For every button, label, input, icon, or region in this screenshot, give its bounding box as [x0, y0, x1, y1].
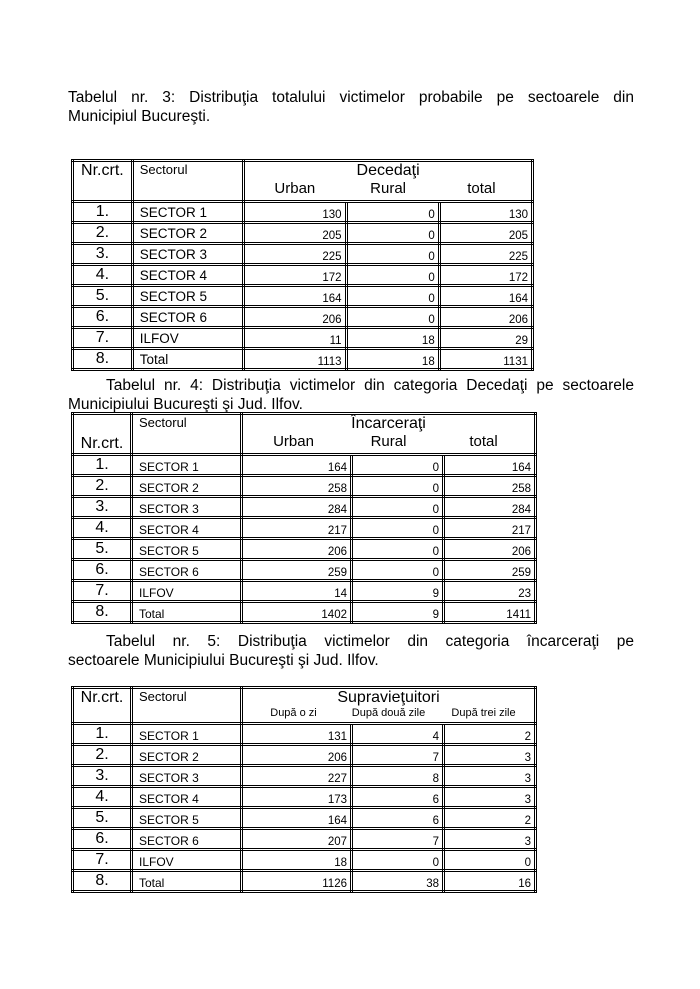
sector-name: SECTOR 1: [132, 455, 242, 476]
table-row: [73, 850, 536, 871]
column-label: După trei zile: [451, 707, 516, 719]
cell-value: 0: [352, 497, 444, 518]
cell-value: 173: [242, 787, 352, 808]
table-row: [73, 724, 536, 745]
row-number: 3.: [73, 244, 133, 265]
cell-value: 18: [242, 850, 352, 871]
header-nr-crt: Nr.crt.: [73, 414, 132, 455]
table-row: [73, 265, 533, 286]
table-incarcerati: [71, 412, 537, 624]
column-labels: [246, 433, 531, 450]
cell-value: 0: [352, 850, 444, 871]
cell-value: 164: [242, 808, 352, 829]
cell-value: 9: [352, 581, 444, 602]
caption-table-3: [68, 88, 634, 126]
header-nr-crt: Nr.crt.: [73, 688, 132, 724]
row-number: 8.: [73, 602, 132, 623]
cell-value: 172: [244, 265, 346, 286]
cell-value: 131: [242, 724, 352, 745]
column-label: total: [469, 433, 498, 450]
cell-value: 205: [439, 223, 532, 244]
cell-value: 206: [444, 539, 536, 560]
table-row: [73, 581, 536, 602]
sector-name: SECTOR 1: [132, 724, 242, 745]
cell-value: 7: [352, 745, 444, 766]
table-row: [73, 787, 536, 808]
cell-value: 29: [439, 328, 532, 349]
cell-value: 258: [444, 476, 536, 497]
row-number: 4.: [73, 518, 132, 539]
caption-table-4: [68, 376, 634, 414]
cell-value: 0: [346, 244, 439, 265]
table-row: [73, 307, 533, 328]
table-body: [73, 724, 536, 892]
sector-name: SECTOR 2: [132, 745, 242, 766]
caption-line: Tabelul nr. 5: Distribuţia victimelor din categoria încarceraţi pe: [106, 633, 634, 650]
cell-value: 217: [242, 518, 352, 539]
cell-value: 164: [444, 455, 536, 476]
cell-value: 207: [242, 829, 352, 850]
header-nr-crt: Nr.crt.: [73, 161, 133, 202]
cell-value: 1113: [244, 349, 346, 370]
row-number: 1.: [73, 724, 132, 745]
table-row: [73, 539, 536, 560]
sector-name: Total: [132, 602, 242, 623]
table-row: [73, 602, 536, 623]
column-label: Urban: [274, 180, 316, 197]
cell-value: 6: [352, 787, 444, 808]
table-row: [73, 244, 533, 265]
cell-value: 205: [244, 223, 346, 244]
cell-value: 3: [444, 745, 536, 766]
sector-name: SECTOR 1: [132, 202, 243, 223]
table-row: [73, 871, 536, 892]
cell-value: 206: [244, 307, 346, 328]
cell-value: 16: [444, 871, 536, 892]
sector-name: ILFOV: [132, 581, 242, 602]
column-label: Rural: [370, 433, 407, 450]
table-row: [73, 829, 536, 850]
cell-value: 6: [352, 808, 444, 829]
cell-value: 206: [439, 307, 532, 328]
table-row: [73, 518, 536, 539]
cell-value: 0: [352, 539, 444, 560]
cell-value: 1411: [444, 602, 536, 623]
cell-value: 4: [352, 724, 444, 745]
sector-name: SECTOR 4: [132, 787, 242, 808]
header-sectorul: Sectorul: [132, 688, 242, 724]
cell-value: 0: [346, 202, 439, 223]
table-row: [73, 560, 536, 581]
row-number: 6.: [73, 560, 132, 581]
cell-value: 1131: [439, 349, 532, 370]
cell-value: 258: [242, 476, 352, 497]
cell-value: 9: [352, 602, 444, 623]
sector-name: SECTOR 3: [132, 497, 242, 518]
cell-value: 164: [244, 286, 346, 307]
table-row: [73, 328, 533, 349]
table-row: [73, 766, 536, 787]
sector-name: SECTOR 4: [132, 518, 242, 539]
row-number: 2.: [73, 476, 132, 497]
sector-name: Total: [132, 871, 242, 892]
table-supravietuitori: [71, 686, 537, 893]
table-row: [73, 745, 536, 766]
column-label: Urban: [273, 433, 314, 450]
sector-name: SECTOR 2: [132, 223, 243, 244]
cell-value: 130: [244, 202, 346, 223]
row-number: 4.: [73, 265, 133, 286]
header-sectorul: Sectorul: [132, 414, 242, 455]
table-row: [73, 223, 533, 244]
cell-value: 164: [242, 455, 352, 476]
cell-value: 259: [242, 560, 352, 581]
row-number: 1.: [73, 455, 132, 476]
cell-value: 206: [242, 745, 352, 766]
sector-name: SECTOR 3: [132, 766, 242, 787]
sector-name: SECTOR 2: [132, 476, 242, 497]
sector-name: Total: [132, 349, 243, 370]
cell-value: 0: [346, 286, 439, 307]
row-number: 5.: [73, 808, 132, 829]
cell-value: 0: [346, 223, 439, 244]
cell-value: 2: [444, 724, 536, 745]
cell-value: 1402: [242, 602, 352, 623]
cell-value: 1126: [242, 871, 352, 892]
cell-value: 0: [352, 455, 444, 476]
cell-value: 206: [242, 539, 352, 560]
cell-value: 14: [242, 581, 352, 602]
cell-value: 11: [244, 328, 346, 349]
cell-value: 3: [444, 787, 536, 808]
caption-line: Tabelul nr. 4: Distribuţia victimelor din categoria Decedaţi pe sectoarele: [106, 377, 634, 394]
cell-value: 23: [444, 581, 536, 602]
table-row: [73, 476, 536, 497]
row-number: 6.: [73, 829, 132, 850]
table-decedati: [71, 159, 534, 371]
sector-name: ILFOV: [132, 328, 243, 349]
row-number: 7.: [73, 581, 132, 602]
sector-name: SECTOR 5: [132, 808, 242, 829]
cell-value: 284: [444, 497, 536, 518]
column-labels: [248, 180, 528, 197]
cell-value: 227: [242, 766, 352, 787]
caption-line: Municipiului Bucureşti şi Jud. Ilfov.: [68, 396, 303, 413]
cell-value: 225: [439, 244, 532, 265]
row-number: 3.: [73, 766, 132, 787]
caption-line: Municipiul Bucureşti.: [68, 108, 211, 125]
column-label: total: [467, 180, 496, 197]
table-row: [73, 286, 533, 307]
table-row: [73, 455, 536, 476]
column-labels: [246, 707, 531, 720]
table-body: [73, 455, 536, 623]
group-title: Încarceraţi: [351, 415, 426, 432]
row-number: 5.: [73, 539, 132, 560]
row-number: 8.: [73, 871, 132, 892]
cell-value: 259: [444, 560, 536, 581]
row-number: 3.: [73, 497, 132, 518]
row-number: 2.: [73, 223, 133, 244]
sector-name: SECTOR 3: [132, 244, 243, 265]
sector-name: SECTOR 6: [132, 307, 243, 328]
cell-value: 225: [244, 244, 346, 265]
row-number: 4.: [73, 787, 132, 808]
column-label: Rural: [370, 180, 407, 197]
group-title: Decedaţi: [356, 162, 420, 179]
caption-line: sectoarele Municipiului Bucureşti şi Jud. Ilfov.: [68, 652, 379, 669]
row-number: 2.: [73, 745, 132, 766]
cell-value: 130: [439, 202, 532, 223]
cell-value: 0: [352, 518, 444, 539]
cell-value: 2: [444, 808, 536, 829]
table-row: [73, 497, 536, 518]
header-sectorul: Sectorul: [132, 161, 243, 202]
table-row: [73, 202, 533, 223]
sector-name: SECTOR 6: [132, 560, 242, 581]
table-body: [73, 202, 533, 370]
row-number: 8.: [73, 349, 133, 370]
header-group: [244, 161, 533, 202]
caption-line: Tabelul nr. 3: Distribuţia totalului victimelor probabile pe sectoarele din: [68, 89, 634, 106]
row-number: 7.: [73, 850, 132, 871]
sector-name: SECTOR 5: [132, 539, 242, 560]
cell-value: 3: [444, 829, 536, 850]
cell-value: 18: [346, 328, 439, 349]
row-number: 7.: [73, 328, 133, 349]
cell-value: 0: [352, 560, 444, 581]
table-row: [73, 808, 536, 829]
sector-name: SECTOR 5: [132, 286, 243, 307]
cell-value: 7: [352, 829, 444, 850]
row-number: 1.: [73, 202, 133, 223]
cell-value: 8: [352, 766, 444, 787]
cell-value: 0: [346, 307, 439, 328]
header-group: [242, 414, 536, 455]
cell-value: 0: [346, 265, 439, 286]
cell-value: 3: [444, 766, 536, 787]
cell-value: 18: [346, 349, 439, 370]
table-row: [73, 349, 533, 370]
cell-value: 217: [444, 518, 536, 539]
column-label: După două zile: [351, 707, 426, 719]
row-number: 5.: [73, 286, 133, 307]
caption-table-5: [68, 632, 634, 670]
cell-value: 0: [444, 850, 536, 871]
header-group: [242, 688, 536, 724]
sector-name: SECTOR 4: [132, 265, 243, 286]
sector-name: SECTOR 6: [132, 829, 242, 850]
cell-value: 0: [352, 476, 444, 497]
row-number: 6.: [73, 307, 133, 328]
cell-value: 164: [439, 286, 532, 307]
cell-value: 284: [242, 497, 352, 518]
cell-value: 38: [352, 871, 444, 892]
group-title: Supravieţuitori: [337, 689, 440, 706]
column-label: După o zi: [270, 707, 317, 719]
sector-name: ILFOV: [132, 850, 242, 871]
cell-value: 172: [439, 265, 532, 286]
